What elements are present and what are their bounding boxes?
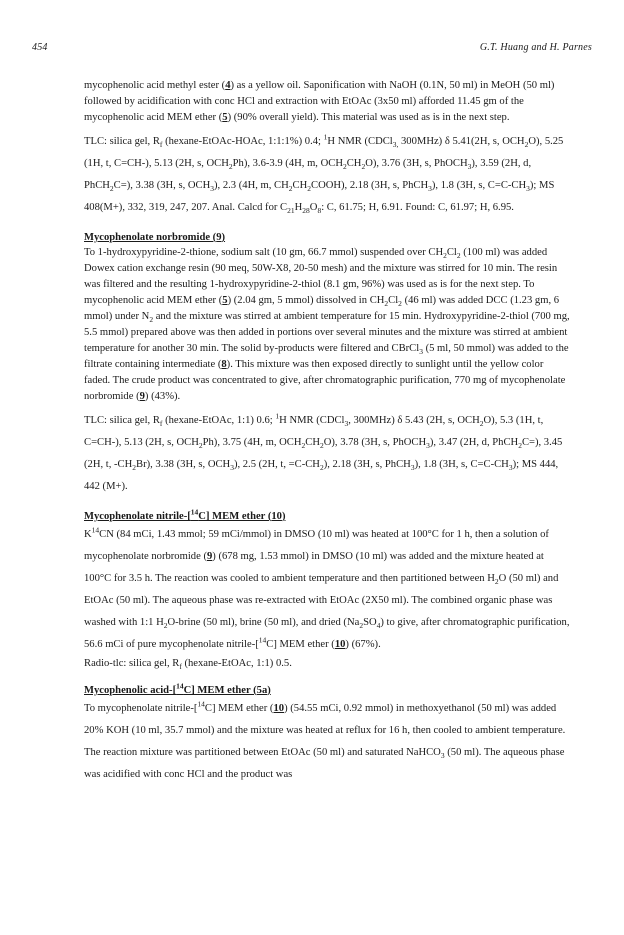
running-head-authors: G.T. Huang and H. Parnes: [479, 42, 592, 53]
section-heading-acid-mem-ether: Mycophenolic acid-[$^{14}$C] MEM ether (5a): [84, 681, 271, 696]
compound-ref-9: 9: [139, 391, 145, 402]
compound-ref-10: 10: [273, 703, 285, 714]
compound-ref-9: 9: [206, 551, 213, 562]
paragraph-acid-procedure: To mycophenolate nitrile-[$^{14}$C] MEM ether (10) (54.55 mCi, 0.92 mmol) in methoxyethanol (50 ml) was added 20% KOH (10 ml, 35.7 mmol) and the mixture was heated at reflux for 16 h, then cooled to ambient temperature. The reaction mixture was partitioned between EtOAc (50 ml) and saturated NaHCO$_3$ (50 ml). The aqueous phase was acidified with conc HCl and the product was: [84, 699, 566, 780]
section-heading-nitrile: Mycophenolate nitrile-[$^{14}$C] MEM ether (10): [84, 507, 286, 522]
paragraph-nitrile-procedure: $K^{14}CN$ (84 mCi, 1.43 mmol; 59 mCi/mmol) in DMSO (10 ml) was heated at 100°C for 1 h, then a solution of mycophenolate norbromide (9) (678 mg, 1.53 mmol) in DMSO (10 ml) was added and the mixture heated at 100°C for 3.5 h. The reaction was cooled to ambient temperature and then partitioned between $H_2O$ (50 ml) and EtOAc (50 ml). The aqueous phase was re-extracted with EtOAc (2X50 ml). The combined organic phase was washed with 1:1 $H_2O$-brine (50 ml), brine (50 ml), and dried $(Na_2SO_4)$ to give, after chromatographic purification, 56.6 mCi of pure mycophenolate nitrile-[$^{14}$C] MEM ether (10) (67%).: [84, 525, 570, 650]
paragraph-saponification: mycophenolic acid methyl ester (4) as a yellow oil. Saponification with NaOH (0.1N, 50 ml) in MeOH (50 ml) followed by acidification with conc HCl and extraction with EtOAc (3x50 ml) afforded 11.45 gm of the mycophenolic acid MEM ether (5) (90% overall yield). This material was used as is in the next step.: [84, 80, 555, 123]
compound-ref-10: 10: [271, 511, 282, 522]
compound-ref-5: 5: [222, 112, 228, 123]
compound-ref-5: 5: [222, 295, 228, 306]
compound-ref-9: 9: [216, 232, 222, 243]
compound-ref-5a: 5a: [256, 685, 268, 696]
paragraph-radio-tlc: Radio-tlc: silica gel, $R_f$ (hexane-EtOAc, 1:1) 0.5.: [84, 658, 292, 672]
paragraph-tlc-nmr-5: TLC: silica gel, $R_f$ (hexane-EtOAc-HOAc, 1:1:1%) 0.4; $^1$H NMR (CDCl$_{3,}$ 300MHz) δ 5.41(2H, s, $OCH_2O$), 5.25 (1H, t, C=CH-), 5.13 (2H, s, $OCH_2Ph$), 3.6-3.9 (4H, m, $OCH_2CH_2O$), 3.76 (3H, s, PhOCH$_3$), 3.59 (2H, d, PhCH$_2$C=), 3.38 (3H, s, $OCH_3$), 2.3 (4H, m, $CH_2CH_2COOH$), 2.18 (3H, s, PhCH$_3$), 1.8 (3H, s, $C=C-CH_3$); MS 408(M+), 332, 319, 247, 207. Anal. Calcd for $C_{21}H_{28}O_8$: C, 61.75; H, 6.91. Found: C, 61.97; H, 6.95.: [84, 132, 564, 216]
section-heading-norbromide: Mycophenolate norbromide (9): [84, 232, 226, 243]
compound-ref-10: 10: [334, 639, 346, 650]
article-body: [84, 78, 570, 786]
paragraph-norbromide-procedure: To 1-hydroxypyridine-2-thione, sodium salt (10 gm, 66.7 mmol) suspended over $CH_2Cl_2$ (100 ml) was added Dowex cation exchange resin (90 meq, 50W-X8, 20-50 mesh) and the mixture was stirred for 10 min. The resin was filtered and the resulting 1-hydroxypyridine-2-thiol (8.1 gm, 96%) was used as is for the next step. To mycophenolic acid MEM ether (5) (2.04 gm, 5 mmol) dissolved in $CH_2Cl_2$ (46 ml) was added DCC (1.23 gm, 6 mmol) under $N_2$ and the mixture was stirred at ambient temperature for 15 min. Hydroxypyridine-2-thiol (700 mg, 5.5 mmol) prepared above was then added in portions over several minutes and the mixture was stirred at ambient temperature for another 30 min. The solid by-products were filtered and CBrCl$_3$ (5 ml, 50 mmol) was added to the filtrate containing intermediate (8). This mixture was then exposed directly to sunlight until the yellow color faded. The crude product was concentrated to give, after chromatographic purification, 770 mg of mycophenolate norbromide (9) (43%).: [84, 247, 570, 402]
compound-ref-4: 4: [225, 80, 231, 91]
paragraph-tlc-nmr-9: TLC: silica gel, $R_f$ (hexane-EtOAc, 1:1) 0.6; $^1$H NMR (CDCl$_3$, 300MHz) δ 5.43 (2H, s, $OCH_2O$), 5.3 (1H, t, C=CH-), 5.13 (2H, s, $OCH_2Ph$), 3.75 (4H, m, $OCH_2CH_2O$), 3.78 (3H, s, PhOCH$_3$), 3.47 (2H, d, PhCH$_2$C=), 3.45 (2H, t, $-CH_2Br$), 3.38 (3H, s, $OCH_3$), 2.5 (2H, t, $=C-CH_2$), 2.18 (3H, s, PhCH$_3$), 1.8 (3H, s, $C=C-CH_3$); MS 444, 442 (M+).: [84, 411, 563, 492]
compound-ref-8: 8: [221, 359, 227, 370]
page-number: 454: [32, 42, 48, 53]
